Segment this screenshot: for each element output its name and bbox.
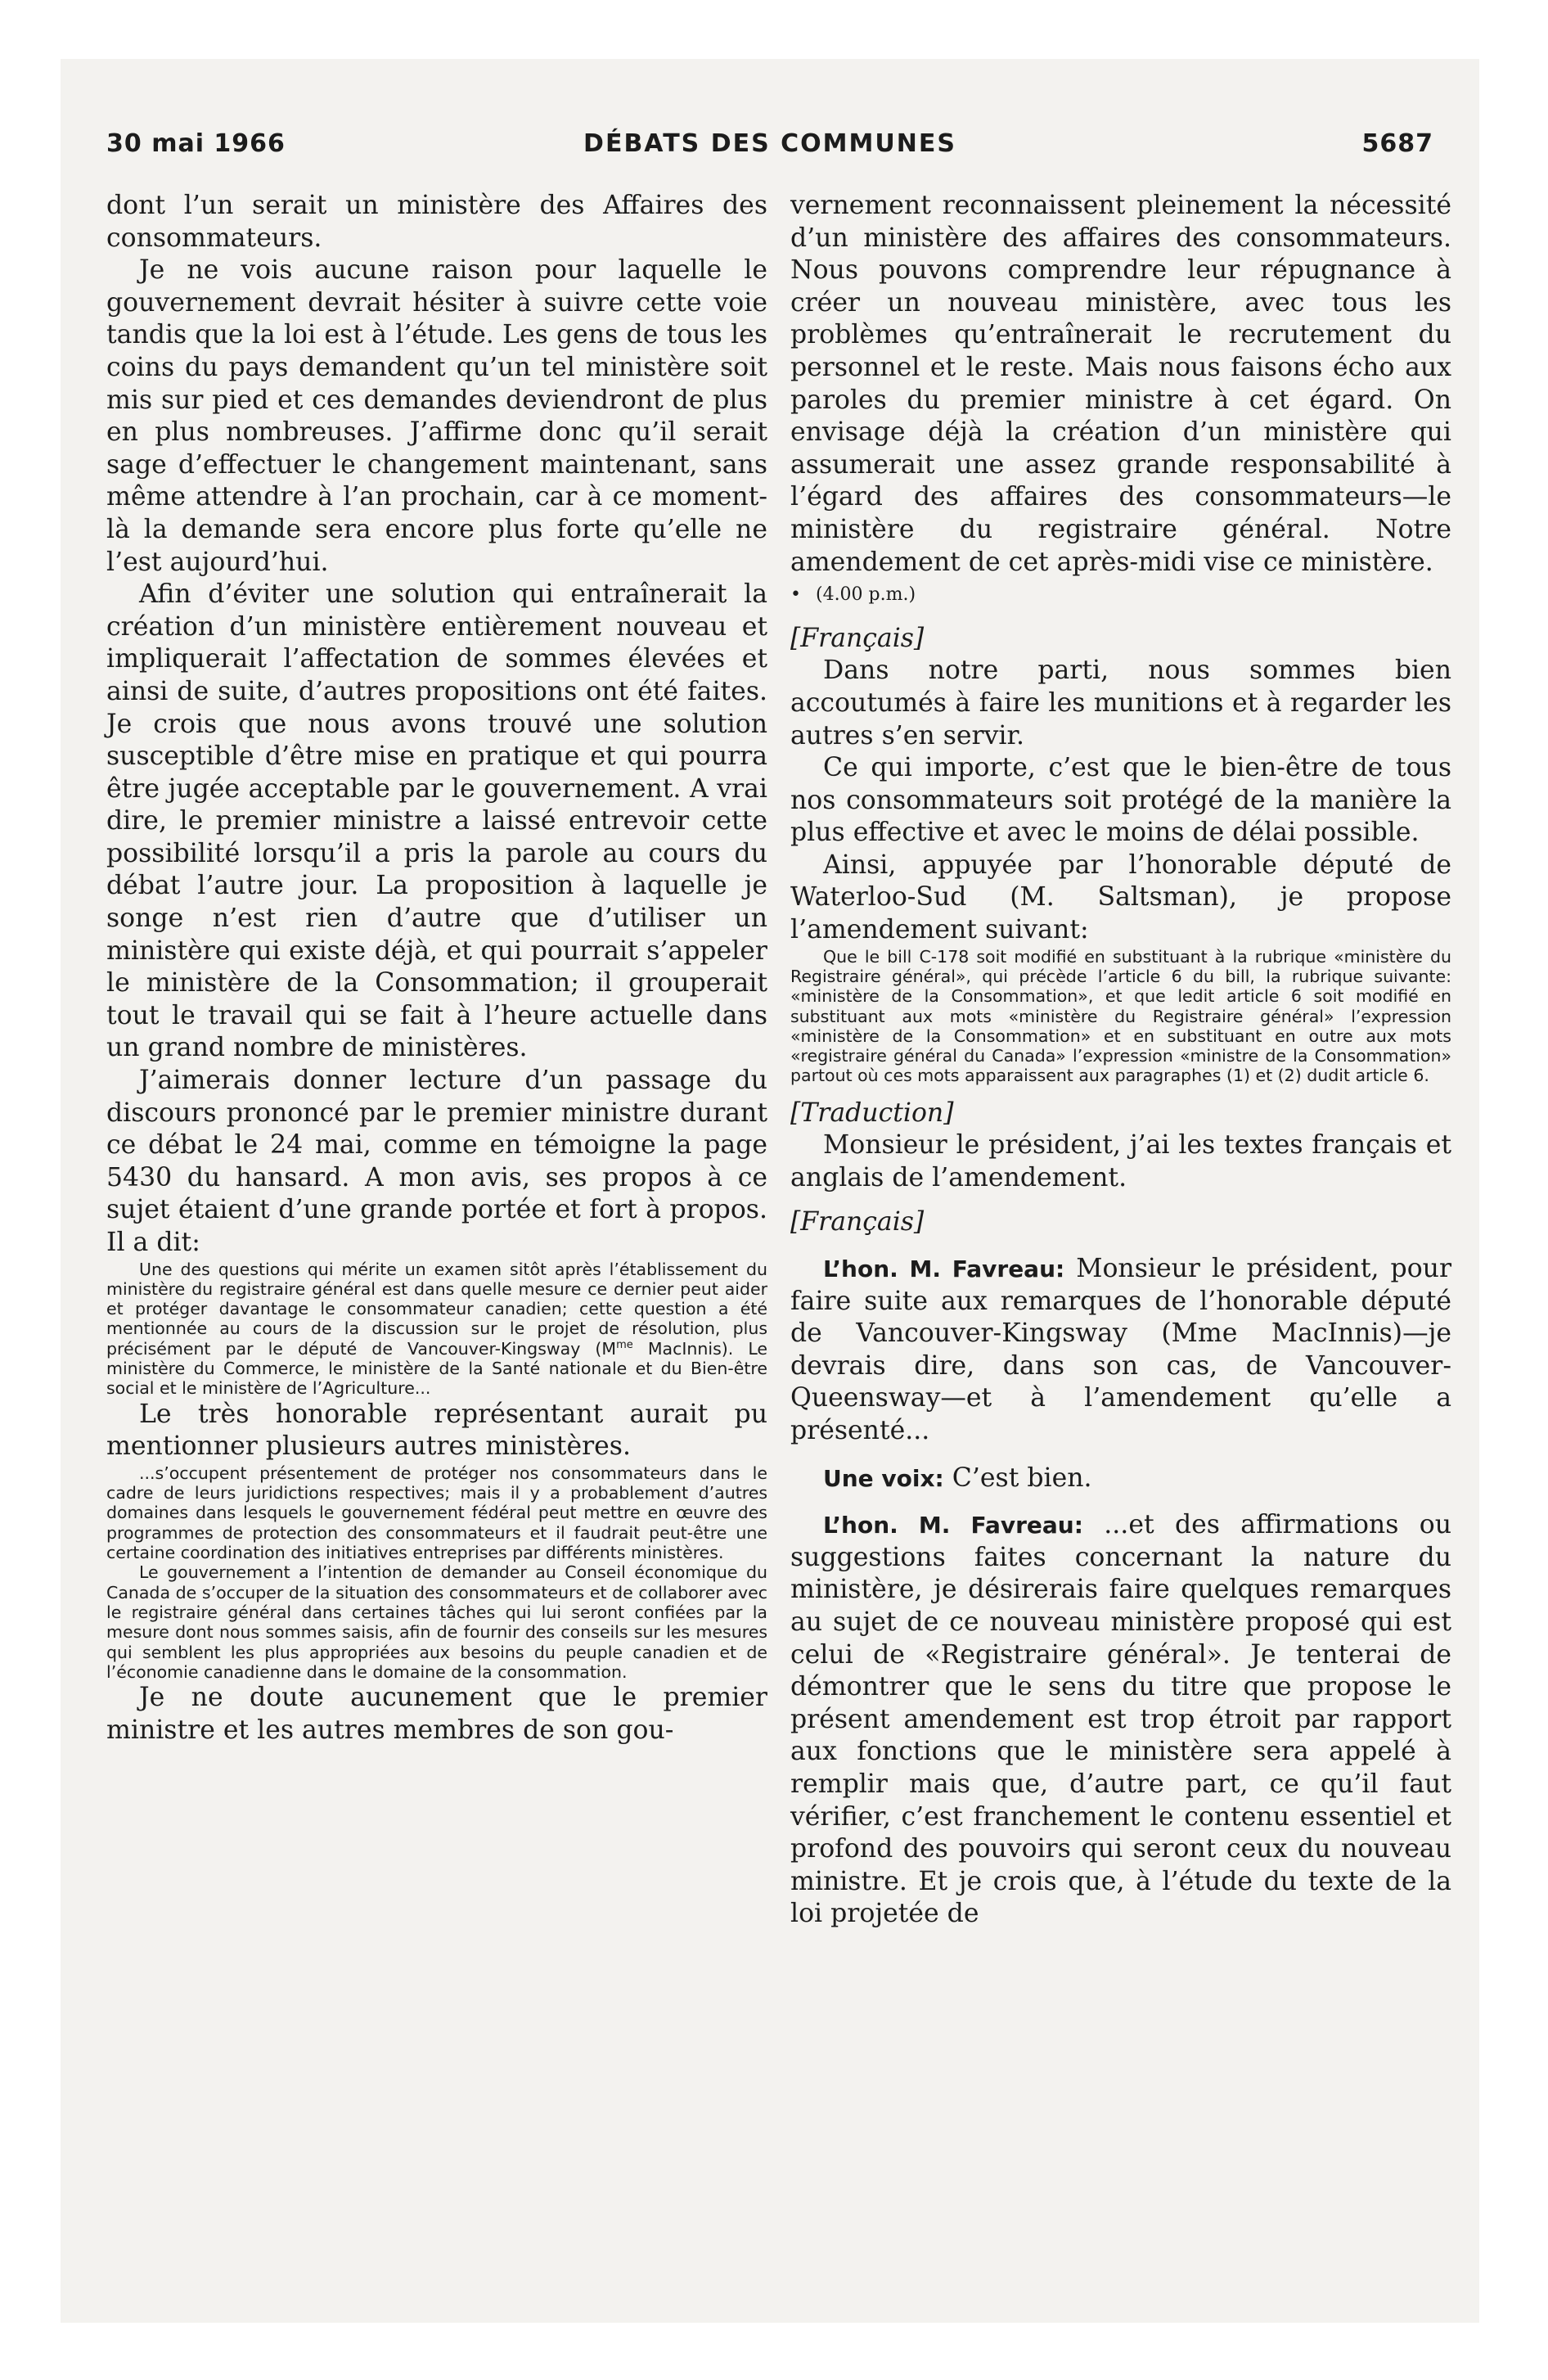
- speaker-name: L’hon. M. Favreau:: [823, 1255, 1065, 1283]
- paragraph: Je ne vois aucune raison pour laquelle le gouvernement devrait hésiter à suivre cette voie tandis que la loi est à l’étude. Les gens de tous les coins du pays demandent qu’un tel ministère soit mis sur pied et ces demandes deviendront de plus en plus nombreuses. J’affirme donc qu’il serait sage d’effectuer le changement maintenant, sans même attendre à l’an prochain, car à ce moment-là la demande sera encore plus forte qu’elle ne l’est aujourd’hui.: [106, 255, 767, 577]
- speech-text: ...et des affirmations ou suggestions faites concernant la nature du ministère, je désirerais faire quelques remarques au sujet de ce nouveau ministère proposé qui est celui de «Registraire général». Je tenterai de démontrer que le sens du titre que propose le présent amendement est trop étroit par rapport aux fonctions que le ministère sera appelé à remplir mais que, d’autre part, ce qu’il faut vérifier, c’est franchement le contenu essentiel et profond des pouvoirs qui seront ceux du nouveau ministre. Et je crois que, à l’étude du texte de la loi projetée de: [790, 1510, 1451, 1929]
- quotation-text: Une des questions qui mérite un examen sitôt après l’établissement du ministère du registraire général est dans quelle mesure ce dernier peut aider et protéger davantage le consommateur canadien; cette question a été mentionnée au cours de la discussion sur le projet de résolution, plus précisément par le député de Vancouver-Kingsway (M: [106, 1259, 767, 1359]
- quotation-text: MacInnis). Le ministère du Commerce, le ministère de la Santé nationale et du Bien-être social et le ministère de l’Agriculture...: [106, 1338, 768, 1399]
- speech: [790, 1463, 1451, 1495]
- superscript: me: [616, 1338, 633, 1351]
- paragraph: Le très honorable représentant aurait pu mentionner plusieurs autres ministères.: [106, 1399, 767, 1462]
- paragraph: Afin d’éviter une solution qui entraînerait la création d’un ministère entièrement nouveau et impliquerait l’affectation de sommes élevées et ainsi de suite, d’autres propositions ont été faites. Je crois que nous avons trouvé une solution susceptible d’être mise en pratique et qui pourra être jugée acceptable par le gouvernement. A vrai dire, le premier ministre a laissé entrevoir cette possibilité lorsqu’il a pris la parole au cours du débat l’autre jour. La proposition à laquelle je songe n’est rien d’autre que d’utiliser un ministère qui existe déjà, et qui pourrait s’appeler le ministère de la Consommation; il grouperait tout le travail qui se fait à l’heure actuelle dans un grand nombre de ministères.: [106, 579, 767, 1063]
- time-marker: [790, 579, 1451, 611]
- amendment-text: Que le bill C-178 soit modifié en substituant à la rubrique «ministère du Registraire général», qui précède l’article 6 du bill, la rubrique suivante: «ministère de la Consommation», et que ledit article 6 soit modifié en substituant aux mots «ministère du Registraire général» l’expression «ministère de la Consommation» et en substituant en outre aux mots «registraire général du Canada» l’expression «ministre de la Consommation» partout où ces mots apparaissent aux paragraphes (1) et (2) dudit article 6.: [790, 946, 1451, 1086]
- time-text: (4.00 p.m.): [815, 584, 916, 606]
- paragraph: Ce qui importe, c’est que le bien-être de tous nos consommateurs soit protégé de la manière la plus effective et avec le moins de délai possible.: [790, 753, 1451, 848]
- quotation: ...s’occupent présentement de protéger nos consommateurs dans le cadre de leurs juridictions respectives; mais il y a probablement d’autres domaines dans lesquels le gouvernement fédéral peut mettre en œuvre des programmes de protection des consommateurs et il faudrait peut-être une certaine coordination des initiatives entreprises par différents ministères.: [106, 1463, 767, 1563]
- page-sheet: [61, 59, 1479, 2323]
- paragraph: Monsieur le président, j’ai les textes français et anglais de l’amendement.: [790, 1130, 1451, 1192]
- left-column: [106, 190, 767, 1747]
- paragraph: vernement reconnaissent pleinement la nécessité d’un ministère des affaires des consommateurs. Nous pouvons comprendre leur répugnance à créer un nouveau ministère, avec tous les problèmes qu’entraînerait le recrutement du personnel et le reste. Mais nous faisons écho aux paroles du premier ministre à cet égard. On envisage déjà la création d’un ministère qui assumerait une assez grande responsabilité à l’égard des affaires des consommateurs—le ministère du registraire général. Notre amendement de cet après-midi vise ce ministère.: [790, 191, 1451, 577]
- speech-text: Monsieur le président, pour faire suite aux remarques de l’honorable député de Vancouver-Kingsway (Mme MacInnis)—je devrais dire, dans son cas, de Vancouver-Queensway—et à l’amendement qu’elle a présenté...: [790, 1254, 1452, 1446]
- language-tag: [Français]: [790, 1206, 925, 1237]
- speaker-name: L’hon. M. Favreau:: [823, 1512, 1083, 1539]
- speech: [790, 1253, 1451, 1448]
- language-tag: [Français]: [790, 623, 925, 653]
- header-date: 30 mai 1966: [106, 129, 286, 158]
- header-title: DÉBATS DES COMMUNES: [583, 129, 956, 158]
- page-header: [106, 129, 1433, 170]
- speech-text: C’est bien.: [943, 1463, 1092, 1493]
- quotation: Le gouvernement a l’intention de demander au Conseil économique du Canada de s’occuper de la situation des consommateurs et de collaborer avec le registraire général dans certaines tâches qui lui seront confiées par la mesure dont nous sommes saisis, afin de fournir des conseils sur les mesures qui semblent les plus appropriées aux besoins du peuple canadien et de l’économie canadienne dans le domaine de la consommation.: [106, 1562, 767, 1682]
- bullet-icon: •: [790, 584, 801, 606]
- paragraph: Ainsi, appuyée par l’honorable député de Waterloo-Sud (M. Saltsman), je propose l’amendement suivant:: [790, 850, 1451, 945]
- paragraph: Dans notre parti, nous sommes bien accoutumés à faire les munitions et à regarder les autres s’en servir.: [790, 656, 1451, 751]
- quotation: [106, 1260, 767, 1399]
- header-page-number: 5687: [1361, 129, 1433, 158]
- right-column: [790, 190, 1451, 1931]
- language-tag: [Traduction]: [790, 1098, 954, 1128]
- paragraph: Je ne doute aucunement que le premier ministre et les autres membres de son gou-: [106, 1683, 767, 1745]
- speech: [790, 1509, 1451, 1931]
- speaker-name: Une voix:: [823, 1464, 944, 1492]
- paragraph: dont l’un serait un ministère des Affaires des consommateurs.: [106, 191, 767, 253]
- paragraph: J’aimerais donner lecture d’un passage du discours prononcé par le premier ministre durant ce débat le 24 mai, comme en témoigne la page 5430 du hansard. A mon avis, ses propos à ce sujet étaient d’une grande portée et fort à propos. Il a dit:: [106, 1066, 767, 1257]
